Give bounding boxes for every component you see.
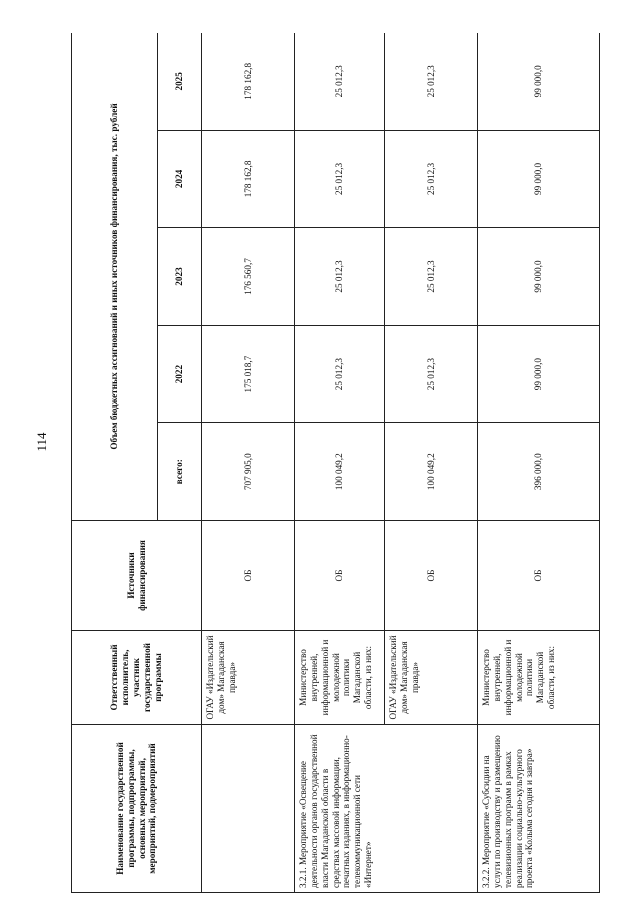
row-value-2024: 25 012,3 (385, 130, 478, 228)
row-value-2024: 178 162,8 (202, 130, 295, 228)
row-value-2025: 178 162,8 (202, 33, 295, 130)
header-year-2023: 2023 (158, 228, 202, 326)
row-value-2022: 99 000,0 (478, 325, 600, 423)
header-source: Источники финансирования (72, 521, 202, 631)
row-total: 100 049,2 (385, 423, 478, 521)
header-volume: Объем бюджетных ассигнований и иных источников финансирования, тыс. рублей (72, 33, 158, 521)
table-row (202, 33, 295, 893)
row-source: ОБ (478, 521, 600, 631)
row-value-2022: 25 012,3 (295, 325, 385, 423)
row-value-2022: 175 018,7 (202, 325, 295, 423)
header-row (72, 33, 158, 893)
header-responsible: Ответственный исполнитель, участник государственной программы (72, 631, 202, 725)
row-total: 100 049,2 (295, 423, 385, 521)
row-value-2024: 25 012,3 (295, 130, 385, 228)
header-year-2024: 2024 (158, 130, 202, 228)
row-value-2022: 25 012,3 (385, 325, 478, 423)
header-year-2022: 2022 (158, 325, 202, 423)
rotated-page (71, 33, 616, 893)
header-year-2025: 2025 (158, 33, 202, 130)
row-total: 707 905,0 (202, 423, 295, 521)
row-value-2025: 25 012,3 (385, 33, 478, 130)
financing-table (71, 33, 600, 893)
header-total: всего: (158, 423, 202, 521)
row-source: ОБ (202, 521, 295, 631)
row-responsible: ОГАУ «Издательский дом» Магаданская правда» (202, 631, 295, 725)
header-name: Наименование государственной программы, подпрограммы, основных мероприятий, мероприятий, подмероприятий (72, 725, 202, 893)
page-number: 114 (34, 432, 49, 452)
row-responsible: Министерство внутренней, информационной и молодежной политики Магаданской области, из них: (295, 631, 385, 725)
row-name: 3.2.2. Мероприятие «Субсидии на услуги по производству и размещению телевизионных программ в рамках реализации социально-культурного проекта «Колыма сегодня и завтра» (478, 725, 600, 893)
row-value-2024: 99 000,0 (478, 130, 600, 228)
row-value-2023: 25 012,3 (385, 228, 478, 326)
row-name (202, 725, 295, 893)
rotated-table-container (71, 33, 616, 893)
row-source: ОБ (385, 521, 478, 631)
row-value-2023: 25 012,3 (295, 228, 385, 326)
row-source: ОБ (295, 521, 385, 631)
row-value-2023: 99 000,0 (478, 228, 600, 326)
row-value-2023: 176 560,7 (202, 228, 295, 326)
row-total: 396 000,0 (478, 423, 600, 521)
table-row (295, 33, 385, 893)
row-responsible: ОГАУ «Издательский дом» Магаданская правда» (385, 631, 478, 725)
row-value-2025: 99 000,0 (478, 33, 600, 130)
table-row (478, 33, 600, 893)
row-name: 3.2.1. Мероприятие «Освещение деятельности органов государственной власти Магаданской области в средствах массовой информации, печатных изданиях, в информационно-телекоммуникационной сети «Интернет» (295, 725, 478, 893)
row-value-2025: 25 012,3 (295, 33, 385, 130)
row-responsible: Министерство внутренней, информационной и молодежной политики Магаданской области, из них: (478, 631, 600, 725)
